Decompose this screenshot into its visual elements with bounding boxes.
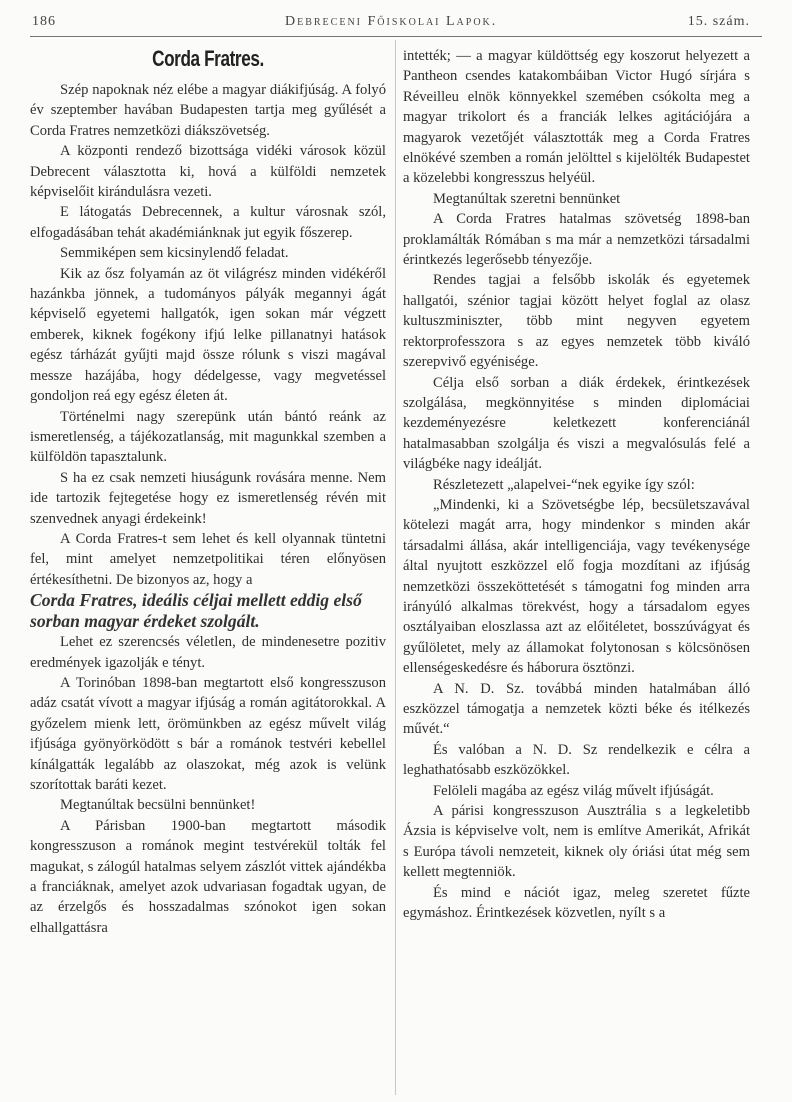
paragraph: A központi rendező bizottsága vidéki városok közül Debrecent választotta ki, hová a külföldi nemzetek képviselőit kirándulásra vezeti. [30, 143, 386, 201]
left-column [30, 42, 386, 938]
article-title: Corda Fratres. [152, 46, 264, 71]
paragraph: A párisi kongresszuson Ausztrália s a legkeletibb Ázsia is képviselve volt, nem is említve Amerikát, Afrikát s Európa távoli nemzeteit, kiknek oly óriási útat még sem kellett megtenniök. [403, 803, 750, 881]
paragraph: Rendes tagjai a felsőbb iskolák és egyetemek hallgatói, szénior tagjai között helyet foglal az olasz kultuszminiszter, több mint negyven egyetem rektorprofesszora s az egyes nemzetek több kiváló szerepvivő egyénisége. [403, 272, 750, 371]
paragraph: Megtanúltak szeretni bennünket [433, 190, 621, 207]
paragraph: Történelmi nagy szerepünk után bántó reánk az ismeretlenség, a tájékozatlanság, mit magunkkal szemben a külföldön tapasztalunk. [30, 408, 386, 466]
paragraph: intették; — a magyar küldöttség egy koszorut helyezett a Pantheon csendes katakombáiban Victor Hugó sírjára s Réveilleu elnök könnyekkel szemében csókolta meg a magyar trikolort és a franciák lelkes agitációjára a magyarok vezetőjét választották meg a Corda Fratres elnökévé szemben a román jelölttel s kijelölték Budapestet a közelebbi kongresszus helyéül. [403, 48, 750, 187]
paragraph: A Corda Fratres-t sem lehet és kell olyannak tüntetni fel, mint amelyet nemzetpolitikai téren előnyösen értékesíthetni. De bizonyos az, hogy a [30, 530, 386, 588]
issue-number: 15. szám. [687, 14, 750, 29]
paragraph: A N. D. Sz. továbbá minden hatalmában álló eszközzel támogatja a nemzetek közti béke és itélkezés művét.“ [403, 680, 750, 738]
paragraph: És mind e nációt igaz, meleg szeretet fűzte egymáshoz. Érintkezések közvetlen, nyílt s a [403, 884, 750, 922]
paragraph: S ha ez csak nemzeti hiuságunk rovására menne. Nem ide tartozik fejtegetése hogy ez ismeretlenség révén mit szenvednek anyagi érdekeink! [30, 469, 386, 527]
paragraph: Célja első sorban a diák érdekek, érintkezések szolgálása, megkönnyitése s minden diplomáciai kezdeményezésre keletkezett konferenciánál hatalmasabban szolgálja és viszi a megvalósulás felé a világbéke nagy ideálját. [403, 374, 750, 473]
paragraph: Kik az ősz folyamán az öt világrész minden vidékéről hazánkba jönnek, a tudományos pályák megannyi ágát képviselő egyetemi hallgatók, igen sokan már végzett emberek, kiknek fogékony ifjú lelke pillanatnyi hatások egész tárházát gyűjti majd össze rólunk s viszi magával messze hazájába, hogy dédelgesse, vagy megvetéssel gondoljon reá egy egész életen át. [30, 265, 386, 405]
paragraph: Megtanúltak becsülni bennünket! [60, 797, 256, 814]
paragraph: Lehet ez szerencsés véletlen, de mindenesetre pozitiv eredmények igazolják e tényt. [30, 634, 386, 671]
emphasized-statement: Corda Fratres, ideális céljai mellett eddig első sorban magyar érdeket szolgált. [30, 590, 362, 632]
page-number: 186 [32, 14, 56, 29]
paragraph: E látogatás Debrecennek, a kultur városnak szól, elfogadásában tehát akadémiánknak jut egyik főszerep. [30, 204, 386, 241]
right-column [403, 46, 750, 923]
column-divider [395, 40, 396, 1095]
paragraph: A Párisban 1900-ban megtartott második kongresszuson a románok megint testvérekül tolták fel magukat, s zálogúl hatalmas selyem zászlót vittek ajándékba a franciáknak, amelyet azok udvariasan fogadtak ugyan, de az érzelgős és hosszadalmas szónokot igen sokan elhallgattásra [30, 817, 386, 936]
paragraph: És valóban a N. D. Sz rendelkezik e célra a leghathatósabb eszközökkel. [403, 741, 750, 779]
paragraph: Semmiképen sem kicsinylendő feladat. [60, 245, 289, 262]
paragraph: A Corda Fratres hatalmas szövetség 1898-ban proklamálták Rómában s ma már a nemzetközi társadalmi érintkezés legerősebb tényezője. [403, 211, 750, 269]
paragraph: Szép napoknak néz elébe a magyar diákifjúság. A folyó év szeptember havában Budapesten tartja meg gyűlését a Corda Fratres nemzetközi diákszövetség. [30, 82, 386, 139]
paragraph: A Torinóban 1898-ban megtartott első kongresszuson adáz csatát vívott a magyar ifjúság a román agitátorokkal. A győzelem mienk lett, örömünkben az egész művelt világ ifjúsága gyönyörködött s bár a románok testvéri kebellel kínálgatták legalább az olaszokat, még azok is velünk szorítottak baráti kezet. [30, 674, 386, 793]
paragraph: Felöleli magába az egész világ művelt ifjúságát. [433, 782, 714, 799]
quotation: „Mindenki, ki a Szövetségbe lép, becsületszavával kötelezi magát arra, hogy mindenkor s minden akár társadalmi állása, akár intelligenciája, vagy tevékenysége által nyujtott eszközzel elő fogja mozdítani az ifjúság nemzetközi összeköttetését s támogatni fog minden arra irányúló alkalmas törekvést, hogy a társadalom egyes osztályaiban eloszlassa azt az előitéletet, bosszúvágyat és gyűlöletet, mely az államokat folytonosan s kölcsönösen ellenségeskedésre és háborura ösztönzi. [403, 496, 750, 677]
running-header [30, 10, 762, 34]
header-rule [30, 36, 762, 37]
paragraph: Részletezett „alapelvei-“nek egyike így szól: [433, 476, 695, 493]
journal-title: Debreceni Főiskolai Lapok. [285, 14, 498, 29]
